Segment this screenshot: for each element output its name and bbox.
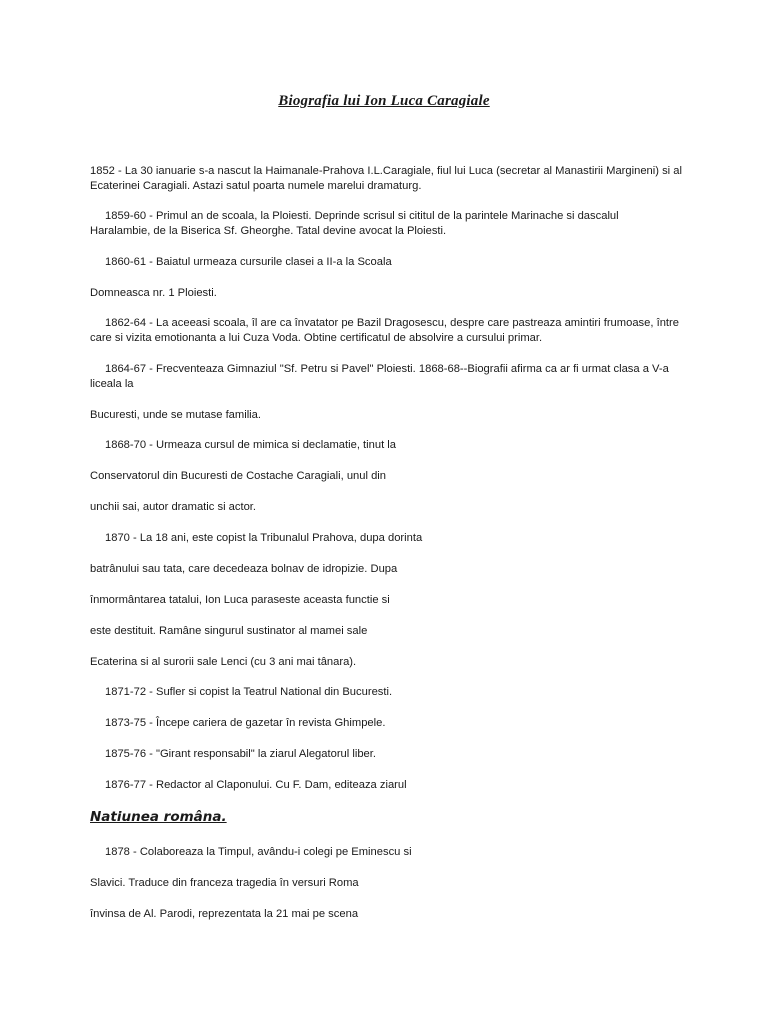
paragraph-1868: 1868-70 - Urmeaza cursul de mimica si declamatie, tinut la — [105, 439, 396, 451]
section-heading-natiunea: Natiunea româna. — [90, 809, 227, 825]
paragraph-1864-cont: Bucuresti, unde se mutase familia. — [90, 409, 262, 421]
paragraph-1860-cont: Domneasca nr. 1 Ploiesti. — [90, 287, 217, 299]
paragraph-1871: 1871-72 - Sufler si copist la Teatrul National din Bucuresti. — [105, 686, 393, 698]
paragraph-1862: 1862-64 - La aceeasi scoala, îl are ca învatator pe Bazil Dragosescu, despre care pastreaza amintiri frumoase, între care si vizita emotionanta a lui Cuza Voda. Obtine certificatul de absolvire a cursului primar. — [90, 317, 679, 344]
paragraph-1870-cont4: Ecaterina si al surorii sale Lenci (cu 3 ani mai tânara). — [90, 656, 357, 668]
paragraph-1870-cont3: este destituit. Ramâne singurul sustinator al mamei sale — [90, 625, 368, 637]
paragraph-1870-cont2: înmormântarea tatalui, Ion Luca paraseste aceasta functie si — [90, 594, 390, 606]
paragraph-1852: 1852 - La 30 ianuarie s-a nascut la Haimanale-Prahova I.L.Caragiale, fiul lui Luca (secretar al Manastirii Margineni) si al Ecaterinei Caragiali. Astazi satul poarta numele marelui dramaturg. — [90, 165, 682, 192]
paragraph-1864: 1864-67 - Frecventeaza Gimnaziul "Sf. Petru si Pavel" Ploiesti. 1868-68--Biografii afirma ca ar fi urmat clasa a V-a liceala la — [90, 363, 669, 390]
paragraph-1860: 1860-61 - Baiatul urmeaza cursurile clasei a II-a la Scoala — [105, 256, 392, 268]
paragraph-1876: 1876-77 - Redactor al Claponului. Cu F. Dam, editeaza ziarul — [105, 779, 407, 791]
paragraph-1878: 1878 - Colaboreaza la Timpul, avându-i colegi pe Eminescu si — [105, 846, 412, 858]
paragraph-1878-cont1: Slavici. Traduce din franceza tragedia în versuri Roma — [90, 877, 359, 889]
document-title: Biografia lui Ion Luca Caragiale — [278, 93, 490, 109]
paragraph-1875: 1875-76 - "Girant responsabil" la ziarul Alegatorul liber. — [105, 748, 376, 760]
paragraph-1868-cont2: unchii sai, autor dramatic si actor. — [90, 501, 257, 513]
paragraph-1859: 1859-60 - Primul an de scoala, la Ploiesti. Deprinde scrisul si cititul de la parintele Marinache si dascalul Haralambie, de la Biserica Sf. Gheorghe. Tatal devine avocat la Ploiesti. — [90, 210, 619, 237]
paragraph-1870: 1870 - La 18 ani, este copist la Tribunalul Prahova, dupa dorinta — [105, 532, 423, 544]
paragraph-1868-cont1: Conservatorul din Bucuresti de Costache Caragiali, unul din — [90, 470, 387, 482]
paragraph-1873: 1873-75 - Începe cariera de gazetar în revista Ghimpele. — [105, 717, 386, 729]
paragraph-1870-cont1: batrânului sau tata, care decedeaza bolnav de idropizie. Dupa — [90, 563, 398, 575]
paragraph-1878-cont2: învinsa de Al. Parodi, reprezentata la 21 mai pe scena — [90, 908, 359, 920]
